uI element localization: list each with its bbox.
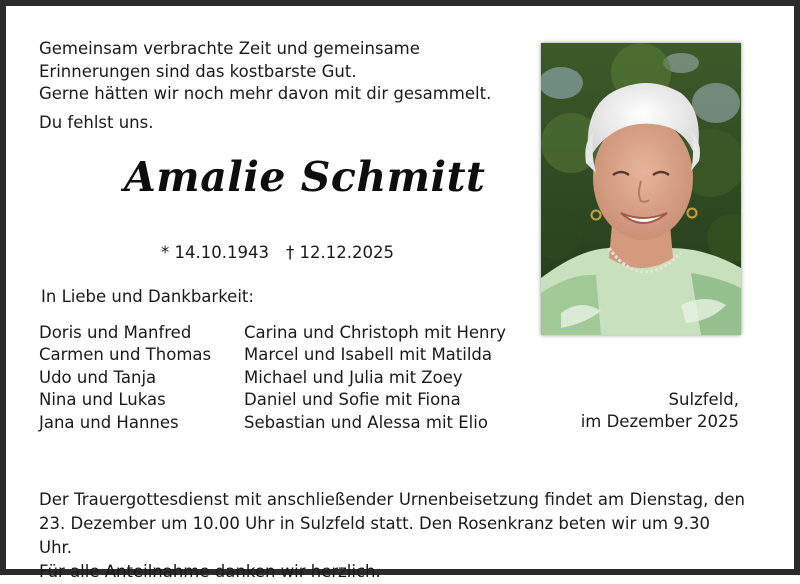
mourner-entry: Michael und Julia mit Zoey (244, 367, 463, 387)
verse-line-1: Gemeinsam verbrachte Zeit und gemeinsame (39, 39, 420, 58)
verse-line-4: Du fehlst uns. (39, 112, 154, 132)
service-line-1: Der Trauergottesdienst mit anschließender Urnenbeisetzung findet am Dienstag, den (39, 490, 745, 509)
mourner-entry: Daniel und Sofie mit Fiona (244, 390, 461, 410)
mourners-column-1 (39, 322, 211, 434)
deceased-name: Amalie Schmitt (124, 153, 486, 201)
service-line-3: Für alle Anteilnahme danken wir herzlich. (39, 562, 381, 581)
place-city: Sulzfeld, (668, 390, 739, 409)
memorial-verse (39, 38, 491, 134)
birth-date: * 14.10.1943 (161, 243, 269, 262)
mourner-entry: Carmen und Thomas (39, 345, 212, 365)
mourner-entry: Jana und Hannes (39, 412, 179, 432)
mourner-entry: Marcel und Isabell mit Matilda (244, 345, 493, 365)
mourner-entry: Sebastian und Alessa mit Elio (244, 412, 488, 432)
verse-line-2: Erinnerungen sind das kostbarste Gut. (39, 61, 357, 81)
mourner-entry: Udo und Tanja (39, 367, 157, 387)
place-and-date (581, 389, 739, 434)
place-date: im Dezember 2025 (580, 412, 739, 432)
mourner-entry: Nina und Lukas (39, 390, 166, 410)
thanks-heading: In Liebe und Dankbarkeit: (41, 287, 254, 306)
mourner-entry: Carina und Christoph mit Henry (244, 323, 507, 342)
verse-line-3: Gerne hätten wir noch mehr davon mit dir gesammelt. (39, 84, 492, 103)
service-line-2: 23. Dezember um 10.00 Uhr in Sulzfeld statt. Den Rosenkranz beten wir um 9.30 Uhr. (39, 514, 710, 557)
portrait-photo (541, 43, 741, 335)
service-notice (39, 488, 745, 584)
mourner-entry: Doris und Manfred (39, 323, 192, 342)
mourners-column-2 (244, 322, 506, 434)
death-date: † 12.12.2025 (286, 243, 394, 262)
